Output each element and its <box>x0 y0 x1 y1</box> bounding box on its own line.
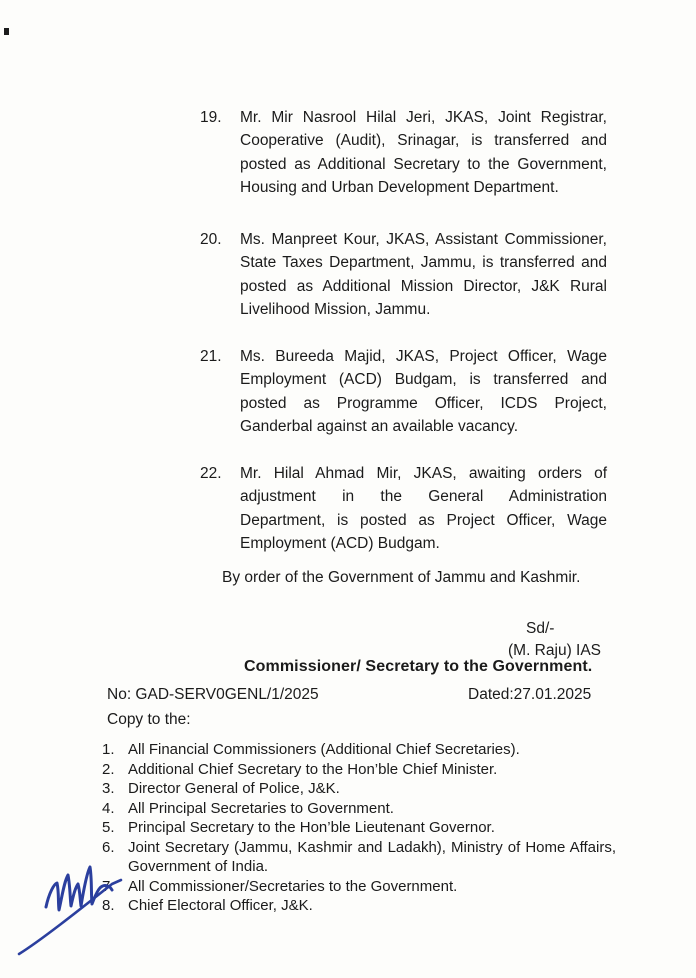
order-item <box>200 462 607 556</box>
copy-item-text: Director General of Police, J&K. <box>128 780 340 797</box>
copy-list-item <box>102 896 616 916</box>
order-item-text: Ms. Manpreet Kour, JKAS, Assistant Commissioner, State Taxes Department, Jammu, is transferred and posted as Additional Mission Director, J&K Rural Livelihood Mission, Jammu. <box>240 231 607 319</box>
copy-list-item <box>102 760 616 780</box>
order-item-text: Mr. Hilal Ahmad Mir, JKAS, awaiting orders of adjustment in the General Administration Department, is posted as Project Officer, Wage Employment (ACD) Budgam. <box>240 465 607 553</box>
copy-item-text: Joint Secretary (Jammu, Kashmir and Ladakh), Ministry of Home Affairs, Government of India. <box>128 838 616 875</box>
copy-item-number: 8. <box>102 897 115 914</box>
order-item-number: 21. <box>200 348 222 365</box>
copy-item-text: All Financial Commissioners (Additional Chief Secretaries). <box>128 741 520 758</box>
scan-artifact-dot <box>4 28 9 35</box>
signatory-title: Commissioner/ Secretary to the Government. <box>244 658 593 675</box>
order-item-number: 20. <box>200 231 222 248</box>
copy-list-item <box>102 838 616 877</box>
sd-line: Sd/- <box>526 620 555 637</box>
copy-item-number: 1. <box>102 741 115 758</box>
copy-item-text: All Commissioner/Secretaries to the Government. <box>128 877 458 895</box>
order-item-number: 22. <box>200 465 222 482</box>
order-item <box>200 345 607 439</box>
copy-list-item <box>102 818 616 838</box>
copy-list-item <box>102 779 616 799</box>
reference-number: No: GAD-SERV0GENL/1/2025 <box>107 686 319 703</box>
order-item <box>200 228 607 322</box>
signatory-name: (M. Raju) IAS <box>508 642 602 659</box>
copy-item-number: 2. <box>102 760 115 778</box>
order-item <box>200 106 607 200</box>
order-item-text: Mr. Mir Nasrool Hilal Jeri, JKAS, Joint Registrar, Cooperative (Audit), Srinagar, is transferred and posted as Additional Secretary to the Government, Housing and Urban Development Department. <box>240 109 607 197</box>
copy-item-number: 3. <box>102 780 115 797</box>
copy-item-number: 5. <box>102 819 115 836</box>
by-order-line: By order of the Government of Jammu and Kashmir. <box>222 569 581 586</box>
copy-item-text: All Principal Secretaries to Government. <box>128 799 394 817</box>
copy-item-text: Chief Electoral Officer, J&K. <box>128 897 313 914</box>
copy-item-text: Principal Secretary to the Hon’ble Lieutenant Governor. <box>128 819 495 836</box>
handwritten-signature-icon <box>12 853 140 961</box>
order-item-number: 19. <box>200 109 222 126</box>
copy-list-item <box>102 877 616 897</box>
copy-item-text: Additional Chief Secretary to the Hon’ble Chief Minister. <box>128 760 498 778</box>
reference-date: Dated:27.01.2025 <box>468 686 592 703</box>
copy-item-number: 6. <box>102 838 115 856</box>
copy-list-item <box>102 799 616 819</box>
copy-item-number: 7. <box>102 877 115 895</box>
copy-list-item <box>102 740 616 760</box>
order-item-text: Ms. Bureeda Majid, JKAS, Project Officer, Wage Employment (ACD) Budgam, is transferred and posted as Programme Officer, ICDS Project, Ganderbal against an available vacancy. <box>240 348 607 436</box>
copy-item-number: 4. <box>102 799 115 817</box>
copy-to-heading: Copy to the: <box>107 711 191 728</box>
